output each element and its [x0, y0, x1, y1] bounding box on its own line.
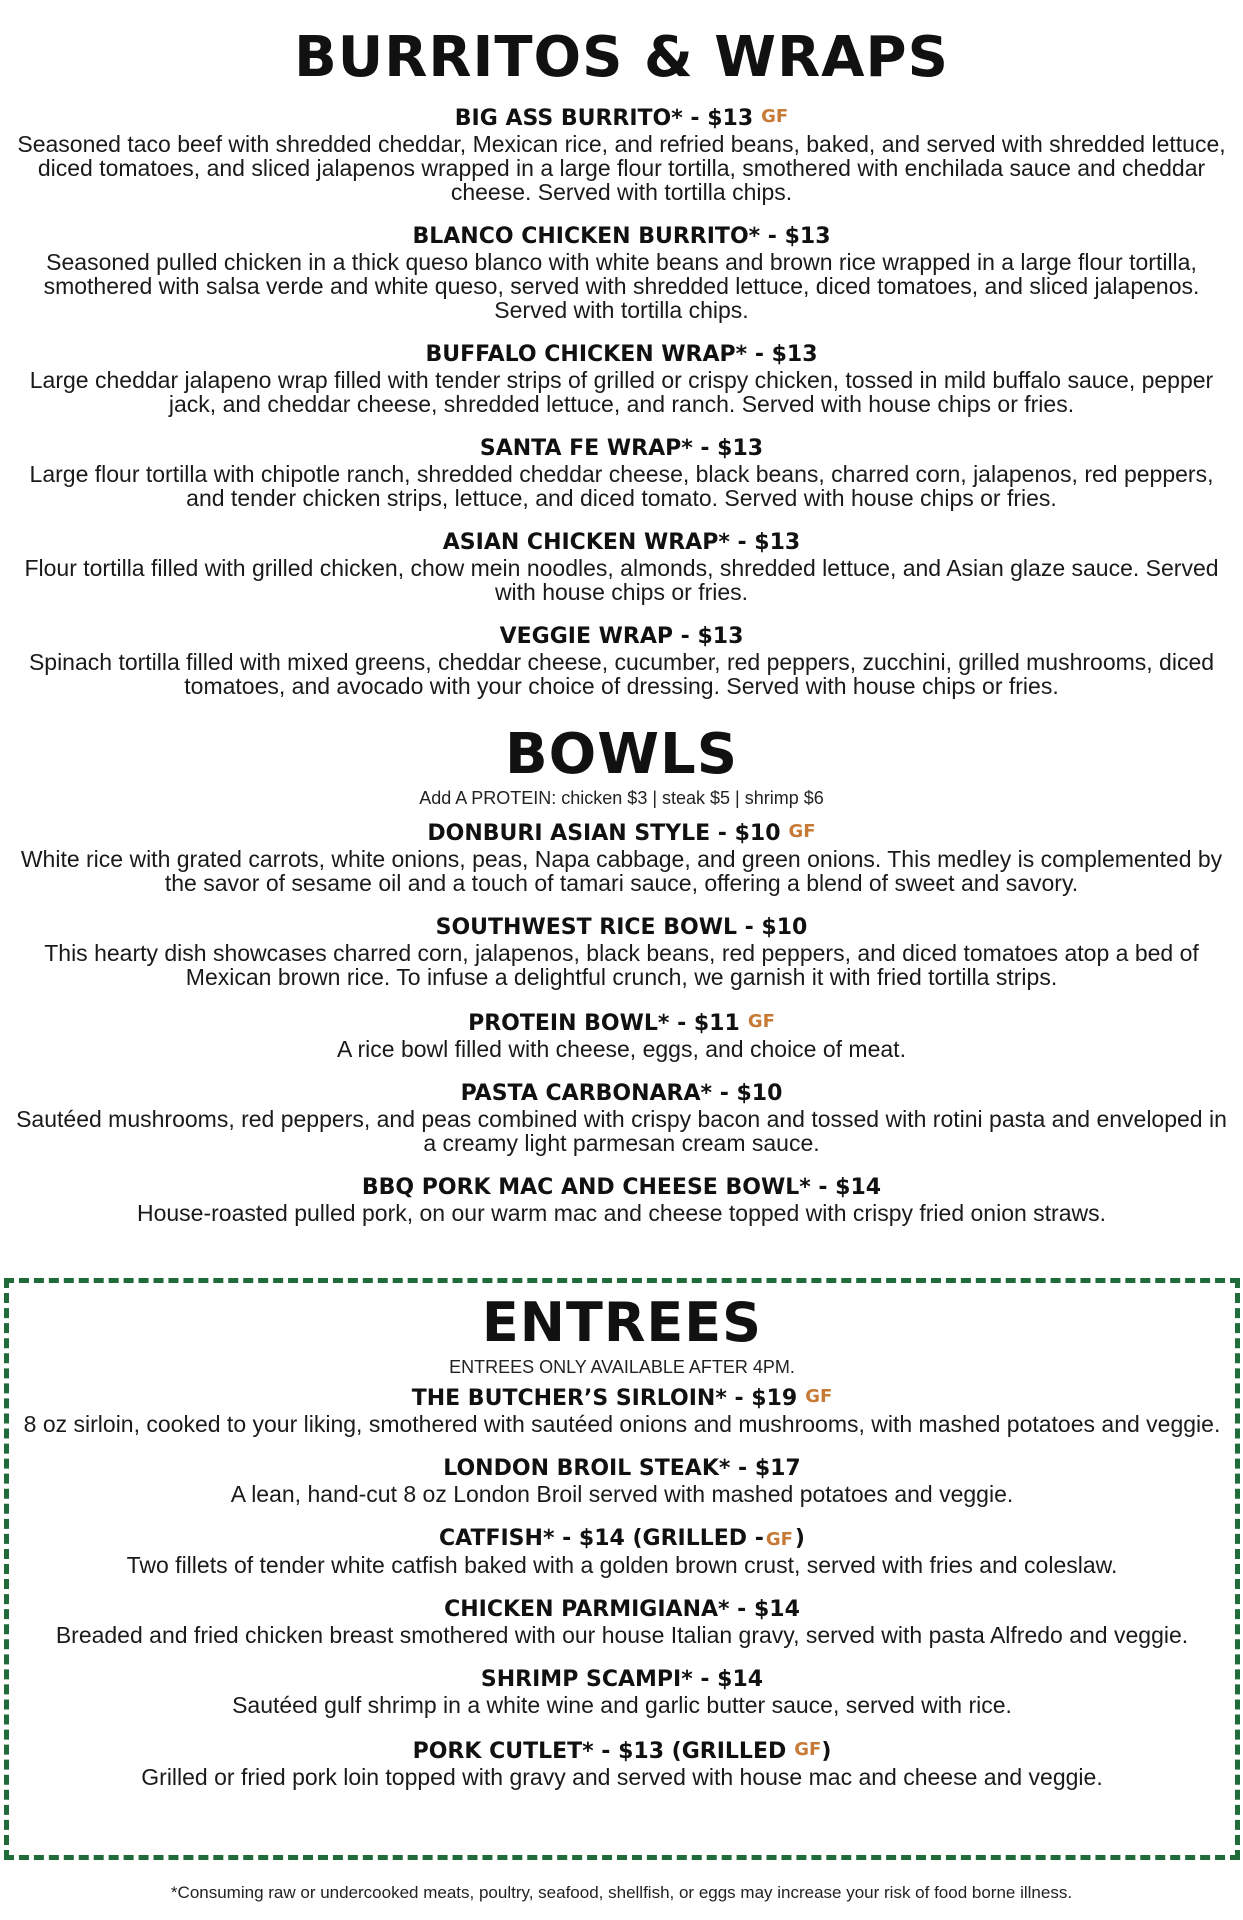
burritos-section	[0, 22, 1243, 718]
item-description: Flour tortilla filled with grilled chicken, chow mein noodles, almonds, shredded lettuce, and Asian glaze sauce. Served with house chips or fries.	[24, 555, 1219, 605]
gluten-free-badge: GF	[765, 1529, 793, 1550]
item-title: ASIAN CHICKEN WRAP* - $13	[442, 530, 801, 555]
item-description: Seasoned pulled chicken in a thick queso blanco with white beans and brown rice wrapped in a large flour tortilla, smothered with salsa verde and white queso, served with shredded lettuce, diced tomatoes, and sliced jalapenos. Served with tortilla chips.	[43, 249, 1200, 323]
item-title: PASTA CARBONARA* - $10	[460, 1081, 783, 1106]
item-title: BUFFALO CHICKEN WRAP* - $13	[425, 342, 818, 367]
bowls-heading: BOWLS	[504, 722, 739, 787]
menu-item	[9, 1456, 1235, 1506]
gluten-free-badge: GF	[805, 1386, 833, 1407]
item-description: House-roasted pulled pork, on our warm mac and cheese topped with crispy fried onion straws.	[136, 1200, 1107, 1226]
health-disclaimer: *Consuming raw or undercooked meats, poultry, seafood, shellfish, or eggs may increase your risk of food borne illness.	[170, 1883, 1073, 1902]
item-description: Grilled or fried pork loin topped with gravy and served with house mac and cheese and veggie.	[141, 1764, 1103, 1790]
item-description: White rice with grated carrots, white onions, peas, Napa cabbage, and green onions. This medley is complemented by the savor of sesame oil and a touch of tamari sauce, offering a blend of sweet and savory.	[20, 846, 1223, 896]
menu-item	[9, 1737, 1235, 1789]
item-title: THE BUTCHER’S SIRLOIN* - $19 GF	[411, 1386, 833, 1411]
entrees-heading: ENTREES	[481, 1291, 763, 1354]
item-description: Sautéed mushrooms, red peppers, and peas combined with crispy bacon and tossed with rotini pasta and enveloped in a creamy light parmesan cream sauce.	[16, 1106, 1227, 1156]
bowls-section	[0, 722, 1243, 1245]
gluten-free-badge: GF	[788, 821, 816, 842]
item-title: SOUTHWEST RICE BOWL - $10	[435, 915, 808, 940]
item-description: A rice bowl filled with cheese, eggs, and choice of meat.	[337, 1036, 906, 1062]
item-title: DONBURI ASIAN STYLE - $10 GF	[427, 821, 816, 846]
item-title: VEGGIE WRAP - $13	[499, 624, 744, 649]
menu-item	[0, 1175, 1243, 1225]
item-title: SHRIMP SCAMPI* - $14	[480, 1667, 764, 1692]
burritos-heading: BURRITOS & WRAPS	[294, 25, 949, 90]
menu-item	[0, 1081, 1243, 1155]
item-title: CATFISH* - $14 (GRILLED - GF)	[439, 1526, 805, 1551]
entrees-section	[4, 1278, 1240, 1860]
item-description: This hearty dish showcases charred corn, jalapenos, black beans, red peppers, and diced tomatoes atop a bed of Mexican brown rice. To infuse a delightful crunch, we garnish it with fried tortilla strips.	[44, 940, 1199, 990]
item-title: SANTA FE WRAP* - $13	[479, 436, 764, 461]
gluten-free-badge: GF	[747, 1011, 775, 1032]
item-title: BLANCO CHICKEN BURRITO* - $13	[412, 224, 831, 249]
entrees-availability-note: ENTREES ONLY AVAILABLE AFTER 4PM.	[449, 1357, 795, 1377]
item-description: Seasoned taco beef with shredded cheddar, Mexican rice, and refried beans, baked, and served with shredded lettuce, diced tomatoes, and sliced jalapenos wrapped in a large flour tortilla, smothered with enchilada sauce and cheddar cheese. Served with tortilla chips.	[17, 131, 1226, 205]
menu-item	[0, 104, 1243, 204]
item-title: CHICKEN PARMIGIANA* - $14	[444, 1597, 800, 1622]
menu-item	[0, 624, 1243, 698]
item-description: Large cheddar jalapeno wrap filled with tender strips of grilled or crispy chicken, tossed in mild buffalo sauce, pepper jack, and cheddar cheese, shredded lettuce, and ranch. Served with house chips or fries.	[29, 367, 1214, 417]
gluten-free-badge: GF	[794, 1739, 822, 1760]
item-description: Two fillets of tender white catfish baked with a golden brown crust, served with fries and coleslaw.	[126, 1552, 1118, 1578]
menu-item	[0, 436, 1243, 510]
item-title: PROTEIN BOWL* - $11 GF	[468, 1011, 775, 1036]
menu-item	[0, 530, 1243, 604]
menu-item	[0, 915, 1243, 989]
item-description: Large flour tortilla with chipotle ranch, shredded cheddar cheese, black beans, charred corn, jalapenos, red peppers, and tender chicken strips, lettuce, and diced tomato. Served with house chips or fries.	[29, 461, 1214, 511]
item-title: LONDON BROIL STEAK* - $17	[443, 1456, 801, 1481]
item-title: PORK CUTLET* - $13 (GRILLED GF)	[412, 1739, 832, 1764]
gluten-free-badge: GF	[761, 106, 789, 127]
item-title: BBQ PORK MAC AND CHEESE BOWL* - $14	[361, 1175, 882, 1200]
menu-item	[0, 224, 1243, 322]
menu-item	[9, 1597, 1235, 1647]
item-description: Spinach tortilla filled with mixed greens, cheddar cheese, cucumber, red peppers, zucchini, grilled mushrooms, diced tomatoes, and avocado with your choice of dressing. Served with house chips or fries.	[28, 649, 1215, 699]
item-description: A lean, hand-cut 8 oz London Broil served with mashed potatoes and veggie.	[230, 1481, 1014, 1507]
item-description: Breaded and fried chicken breast smothered with our house Italian gravy, served with pasta Alfredo and veggie.	[55, 1622, 1189, 1648]
item-description: Sautéed gulf shrimp in a white wine and garlic butter sauce, served with rice.	[232, 1692, 1012, 1718]
menu-item	[0, 1009, 1243, 1061]
menu-item	[0, 342, 1243, 416]
menu-item	[9, 1384, 1235, 1436]
menu-item	[0, 819, 1243, 895]
item-description: 8 oz sirloin, cooked to your liking, smothered with sautéed onions and mushrooms, with mashed potatoes and veggie.	[23, 1411, 1221, 1437]
item-title: BIG ASS BURRITO* - $13 GF	[454, 106, 789, 131]
menu-item	[9, 1667, 1235, 1717]
protein-addon-note: Add A PROTEIN: chicken $3 | steak $5 | shrimp $6	[419, 788, 824, 808]
menu-item	[9, 1526, 1235, 1577]
